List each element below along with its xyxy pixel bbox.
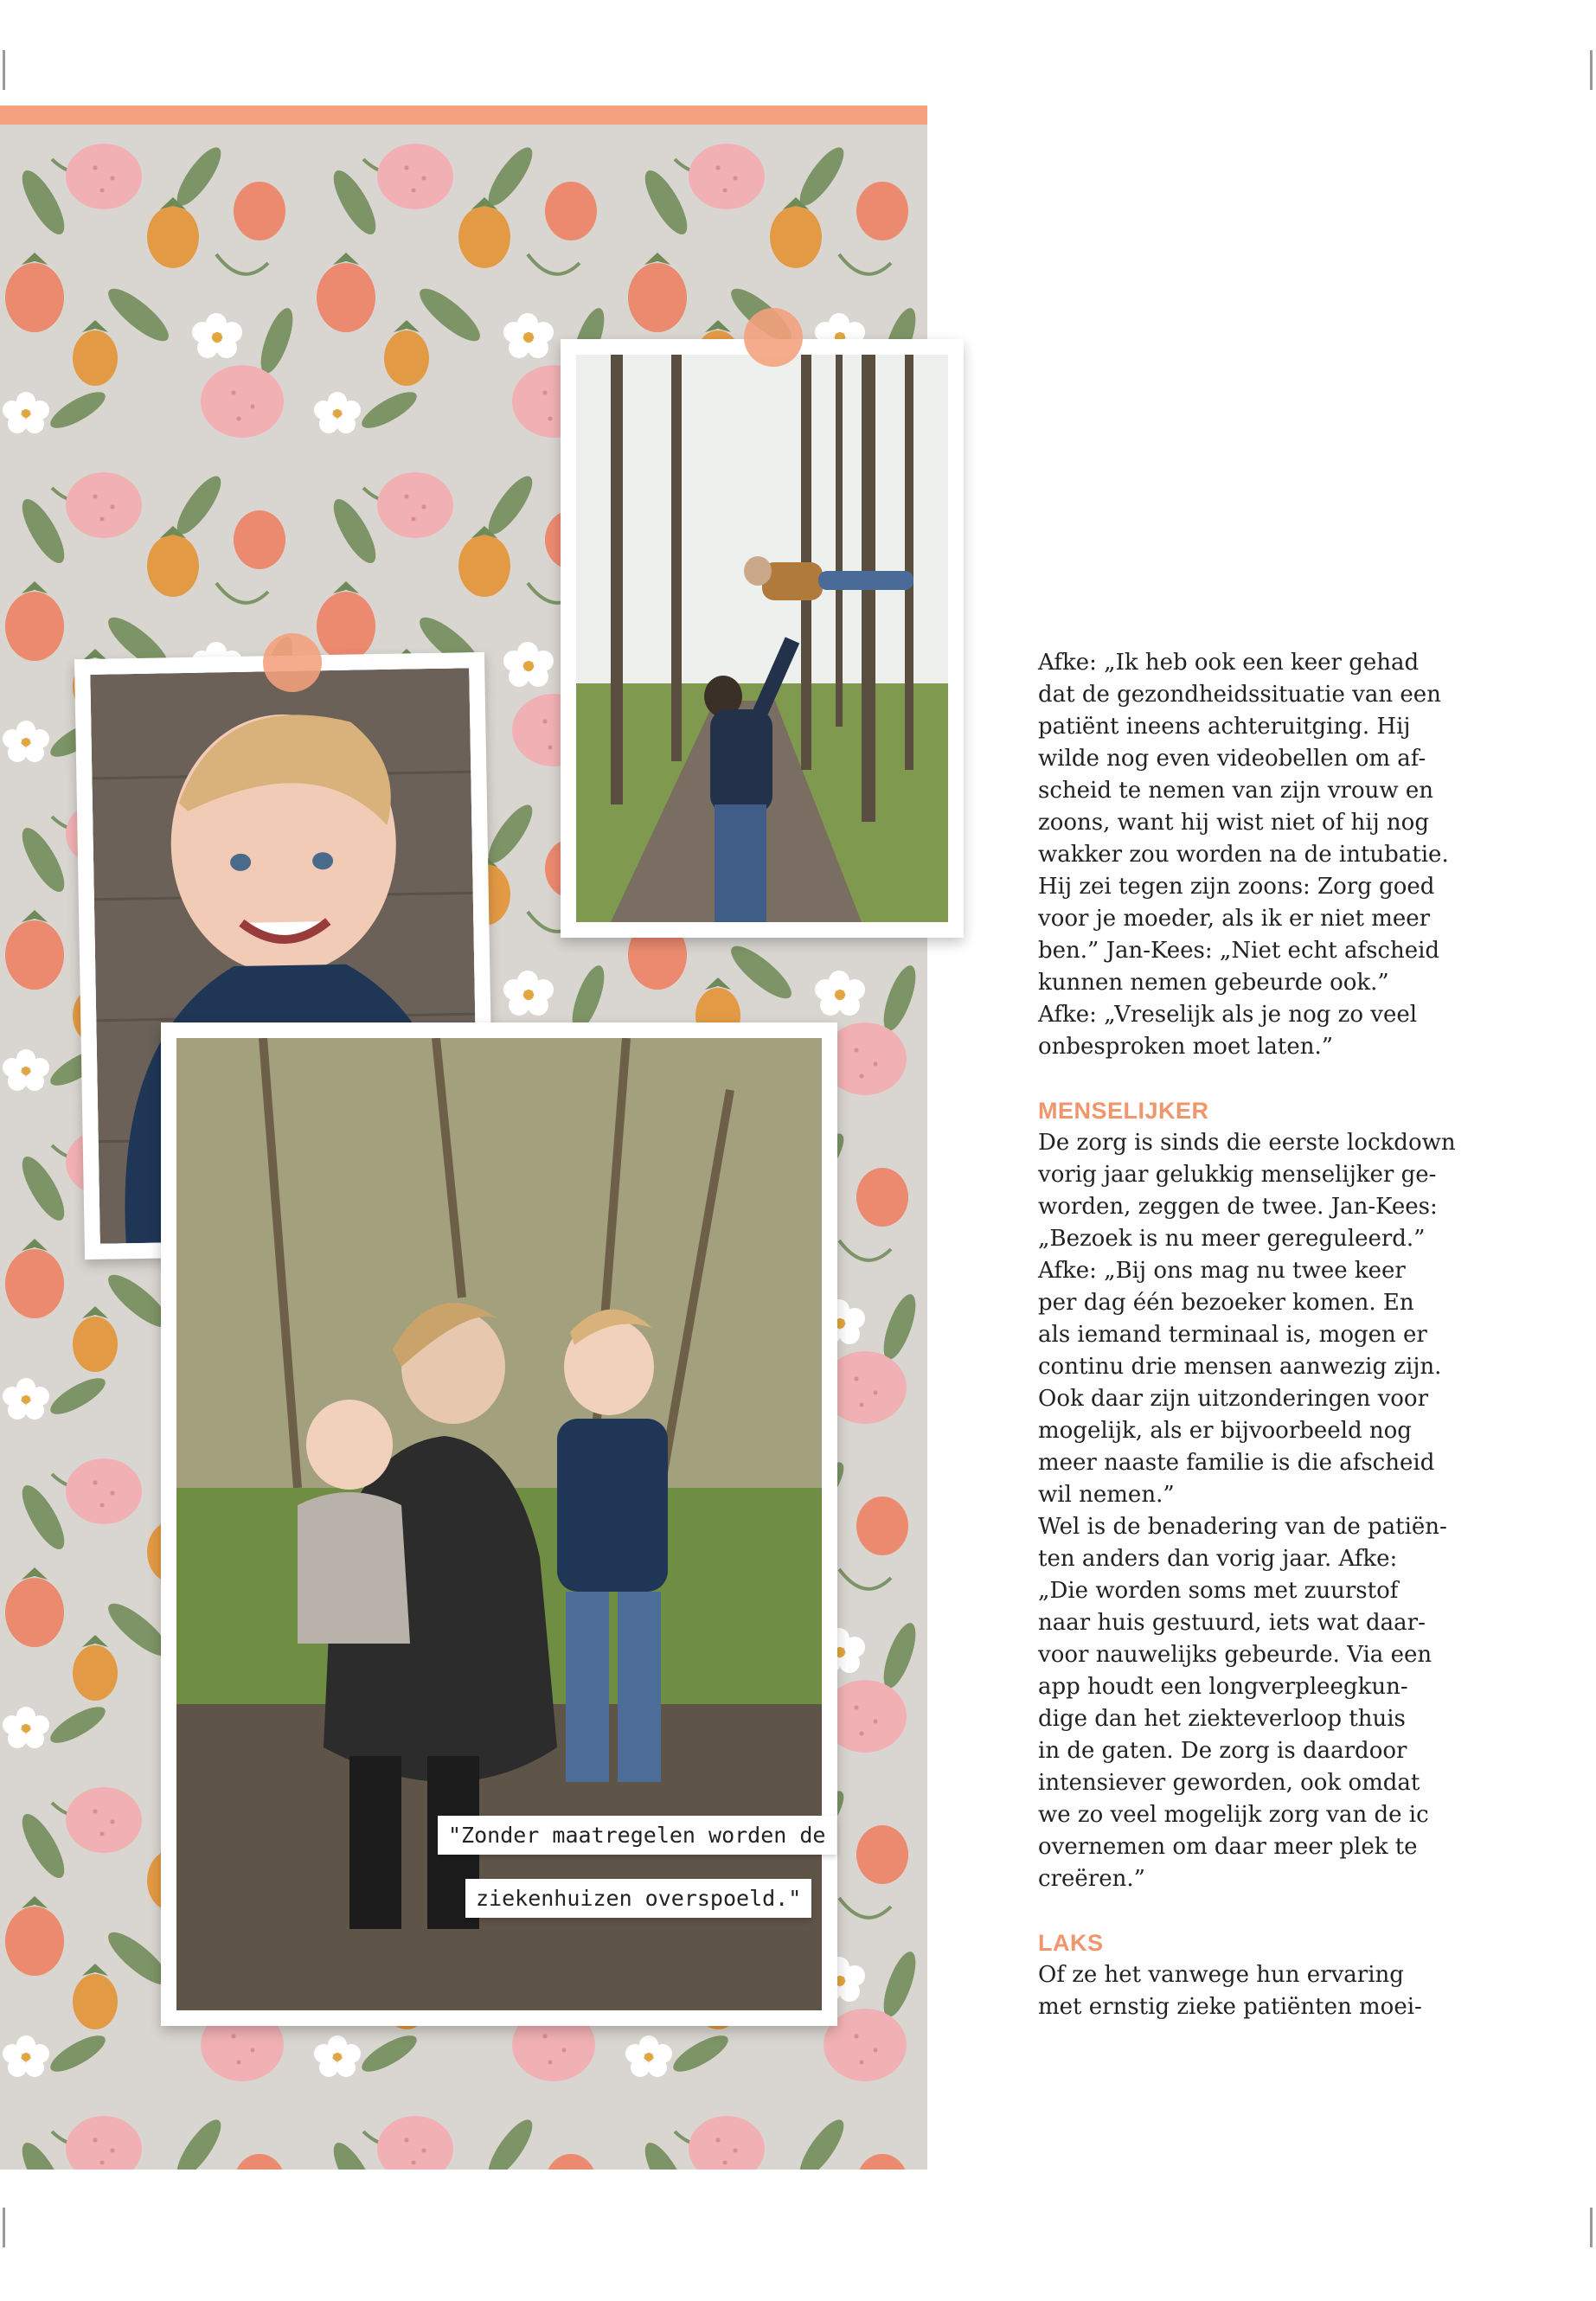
text-line: app houdt een longverpleegkun- (1038, 1674, 1408, 1700)
text-line: naar huis gestuurd, iets wat daar- (1038, 1610, 1426, 1636)
accent-bar (0, 106, 927, 125)
pin-dot-top (744, 308, 803, 367)
crop-mark-bottom-left (3, 2208, 5, 2247)
crop-mark-bottom-right (1590, 2208, 1593, 2247)
text-line: Ook daar zijn uitzonderingen voor (1038, 1386, 1429, 1412)
text-line: zoons, want hij wist niet of hij nog (1038, 810, 1429, 836)
text-line: intensiever geworden, ook omdat (1038, 1770, 1420, 1796)
article-text-column (1038, 647, 1471, 2023)
text-line: Afke: „Bij ons mag nu twee keer (1038, 1258, 1406, 1284)
text-line: dige dan het ziekteverloop thuis (1038, 1706, 1406, 1732)
text-line: „Die worden soms met zuurstof (1038, 1578, 1399, 1604)
text-line: continu drie mensen aanwezig zijn. (1038, 1354, 1442, 1380)
photo-mother-with-children (161, 1022, 837, 2026)
text-line: voor nauwelijks gebeurde. Via een (1038, 1642, 1433, 1668)
text-line: voor je moeder, als ik er niet meer (1038, 906, 1431, 932)
text-line: overnemen om daar meer plek te (1038, 1834, 1418, 1860)
text-line: wilde nog even videobellen om af- (1038, 746, 1426, 772)
text-line: per dag één bezoeker komen. En (1038, 1290, 1414, 1316)
text-line: als iemand terminaal is, mogen er (1038, 1322, 1427, 1348)
text-line: wakker zou worden na de intubatie. (1038, 842, 1449, 868)
section-heading-menselijker: MENSELIJKER (1038, 1098, 1209, 1124)
text-line: „Bezoek is nu meer gereguleerd.” (1038, 1226, 1426, 1252)
text-line: scheid te nemen van zijn vrouw en (1038, 778, 1433, 804)
text-line: Of ze het vanwege hun ervaring (1038, 1962, 1404, 1988)
text-line: worden, zeggen de twee. Jan-Kees: (1038, 1194, 1438, 1220)
text-line: ben.” Jan-Kees: „Niet echt afscheid (1038, 938, 1440, 964)
text-line: wil nemen.” (1038, 1482, 1175, 1508)
text-line: mogelijk, als er bijvoorbeeld nog (1038, 1418, 1412, 1444)
text-line: vorig jaar gelukkig menselijker ge- (1038, 1162, 1437, 1188)
text-line: onbesproken moet laten.” (1038, 1034, 1334, 1060)
text-line: dat de gezondheidssituatie van een (1038, 682, 1441, 708)
text-line: De zorg is sinds die eerste lockdown (1038, 1130, 1456, 1156)
text-line: ten anders dan vorig jaar. Afke: (1038, 1546, 1398, 1572)
caption-line-2: ziekenhuizen overspoeld." (465, 1879, 811, 1918)
text-line: Afke: „Ik heb ook een keer gehad (1038, 650, 1420, 676)
article-paragraph-3 (1038, 1959, 1471, 2023)
article-paragraph-1 (1038, 647, 1471, 1063)
caption-line-1: "Zonder maatregelen worden de (438, 1816, 836, 1855)
pin-dot-left (263, 633, 322, 692)
article-paragraph-2 (1038, 1127, 1471, 1895)
text-line: Wel is de benadering van de patiën- (1038, 1514, 1447, 1540)
photo-father-throwing-child (561, 339, 964, 938)
text-line: patiënt ineens achteruitging. Hij (1038, 714, 1411, 740)
text-line: creëren.” (1038, 1866, 1145, 1892)
text-line: met ernstig zieke patiënten moei- (1038, 1994, 1422, 2020)
section-heading-laks: LAKS (1038, 1930, 1104, 1956)
crop-mark-top-left (3, 50, 5, 90)
text-line: Hij zei tegen zijn zoons: Zorg goed (1038, 874, 1435, 900)
text-line: kunnen nemen gebeurde ook.” (1038, 970, 1389, 996)
text-line: in de gaten. De zorg is daardoor (1038, 1738, 1407, 1764)
crop-mark-top-right (1590, 50, 1593, 90)
text-line: meer naaste familie is die afscheid (1038, 1450, 1435, 1476)
text-line: Afke: „Vreselijk als je nog zo veel (1038, 1002, 1418, 1028)
text-line: we zo veel mogelijk zorg van de ic (1038, 1802, 1429, 1828)
